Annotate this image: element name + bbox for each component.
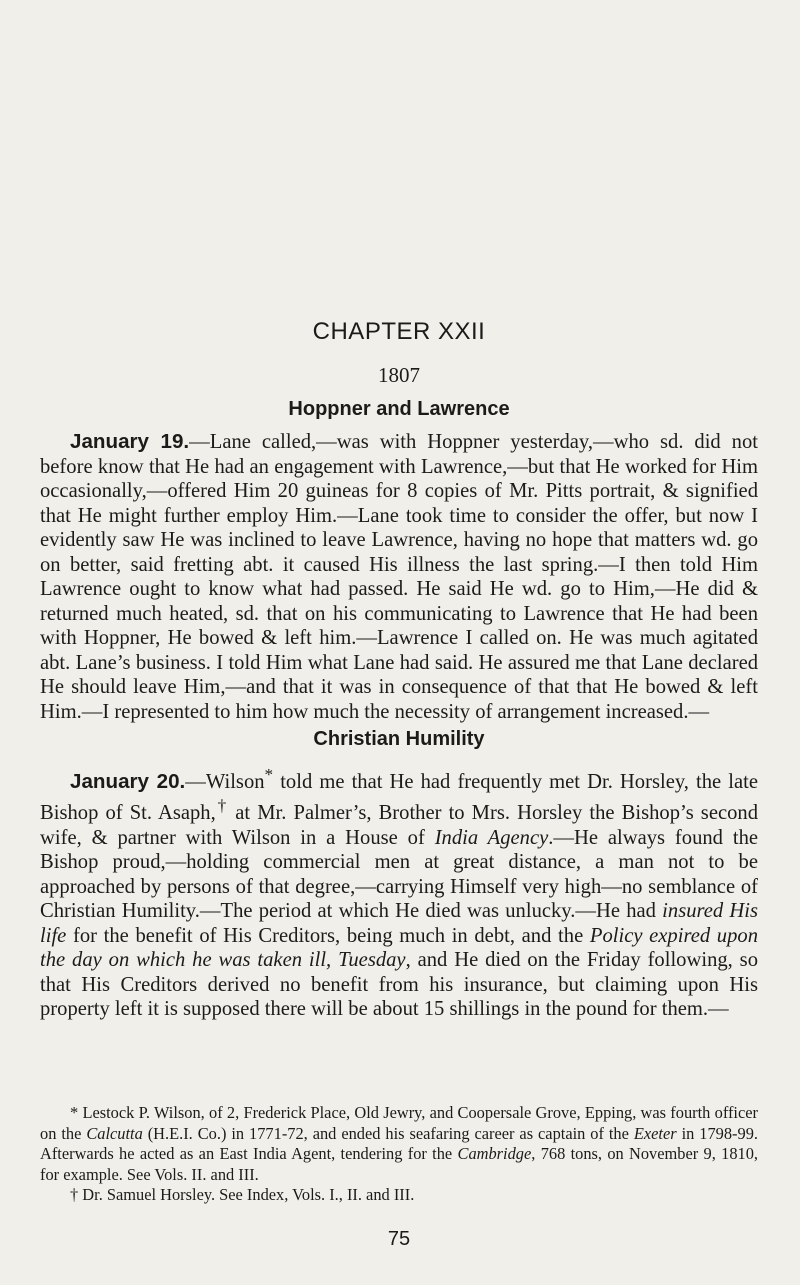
italic-text: India Agency bbox=[434, 826, 549, 849]
footnote-mark: † bbox=[70, 1185, 79, 1204]
paragraph-text: for the benefit of His Creditors, being much in debt, and the bbox=[66, 924, 590, 947]
paragraph-january-19 bbox=[40, 430, 758, 724]
footnote-1 bbox=[40, 1103, 758, 1185]
section-title-christian-humility: Christian Humility bbox=[313, 728, 485, 750]
footnote-text: (H.E.I. Co.) in 1771-72, and ended his seafaring career as captain of the bbox=[142, 1123, 634, 1143]
paragraph-text: told me that He had frequently met Dr. Horsley, the late Bishop of St. Asaph, bbox=[40, 770, 758, 825]
footnote-marker: * bbox=[264, 765, 274, 784]
footnote-mark: * bbox=[70, 1103, 79, 1122]
footnote-marker: † bbox=[215, 796, 229, 816]
section-title-hoppner: Hoppner and Lawrence bbox=[288, 398, 510, 420]
paragraph-january-20 bbox=[40, 763, 758, 1022]
paragraph-text: —Wilson bbox=[185, 770, 265, 793]
italic-text: Policy expired upon the day on which he was taken ill, Tuesday bbox=[40, 924, 758, 972]
ship-name: Calcutta bbox=[86, 1123, 143, 1143]
footnote-text: in 1798-99. Afterwards he acted as an East India Agent, tendering for the bbox=[40, 1123, 758, 1163]
year-heading: 1807 bbox=[378, 363, 420, 387]
ship-name: Exeter bbox=[633, 1123, 677, 1143]
footnote-text: Lestock P. Wilson, of 2, Frederick Place, Old Jewry, and Coopersale Grove, Epping, was fourth officer on the bbox=[40, 1103, 758, 1143]
italic-text: insured His life bbox=[40, 900, 759, 947]
paragraph-text: .—He always found the Bishop proud,—holding commercial men at great distance, a man not to be approached by persons of that degree,—carrying Himself very high—no semblance of Christian Humility.—The period at which He died was unlucky.—He had bbox=[40, 826, 759, 923]
footnote-2 bbox=[40, 1185, 758, 1206]
footnote-text: , 768 tons, on November 9, 1810, for example. See Vols. II. and III. bbox=[40, 1144, 758, 1184]
footnote-text: Dr. Samuel Horsley. See Index, Vols. I., II. and III. bbox=[78, 1185, 415, 1204]
entry-date: January 19. bbox=[70, 430, 190, 453]
chapter-heading: CHAPTER XXII bbox=[312, 318, 486, 345]
entry-date: January 20. bbox=[70, 769, 186, 793]
page-number: 75 bbox=[387, 1228, 411, 1250]
paragraph-text: —Lane called,—was with Hoppner yesterday,—who sd. did not before know that He had an engagement with Lawrence,—but that He worked for Him occasionally,—offered Him 20 guineas for 8 copies of Mr. Pitts portrait, & signified that He might further employ Him.—Lane took time to consider the offer, but now I evidently saw He was inclined to leave Lawrence, having no hope that matters wd. go on better, said fretting abt. it caused His illness the last spring.—I then told Him Lawrence ought to know what had passed. He said He wd. go to Him,—He did & returned much heated, sd. that on his communicating to Lawrence that He had been with Hoppner, He bowed & left him.—Lawrence I called on. He was much agitated abt. Lane’s business. I told Him what Lane had said. He assured me that Lane declared He should leave Him,—and that it was in consequence of that that He bowed & left Him.—I represented to him how much the necessity of arrangement increased.— bbox=[40, 431, 758, 723]
paragraph-text: at Mr. Palmer’s, Brother to Mrs. Horsley the Bishop’s second wife, & partner with Wilson in a House of bbox=[40, 802, 758, 849]
paragraph-text: , and He died on the Friday following, so that His Creditors derived no benefit from his insurance, but claiming upon His property left it is supposed there will be about 15 shillings in the pound for them.— bbox=[40, 949, 758, 1021]
ship-name: Cambridge bbox=[457, 1144, 532, 1163]
